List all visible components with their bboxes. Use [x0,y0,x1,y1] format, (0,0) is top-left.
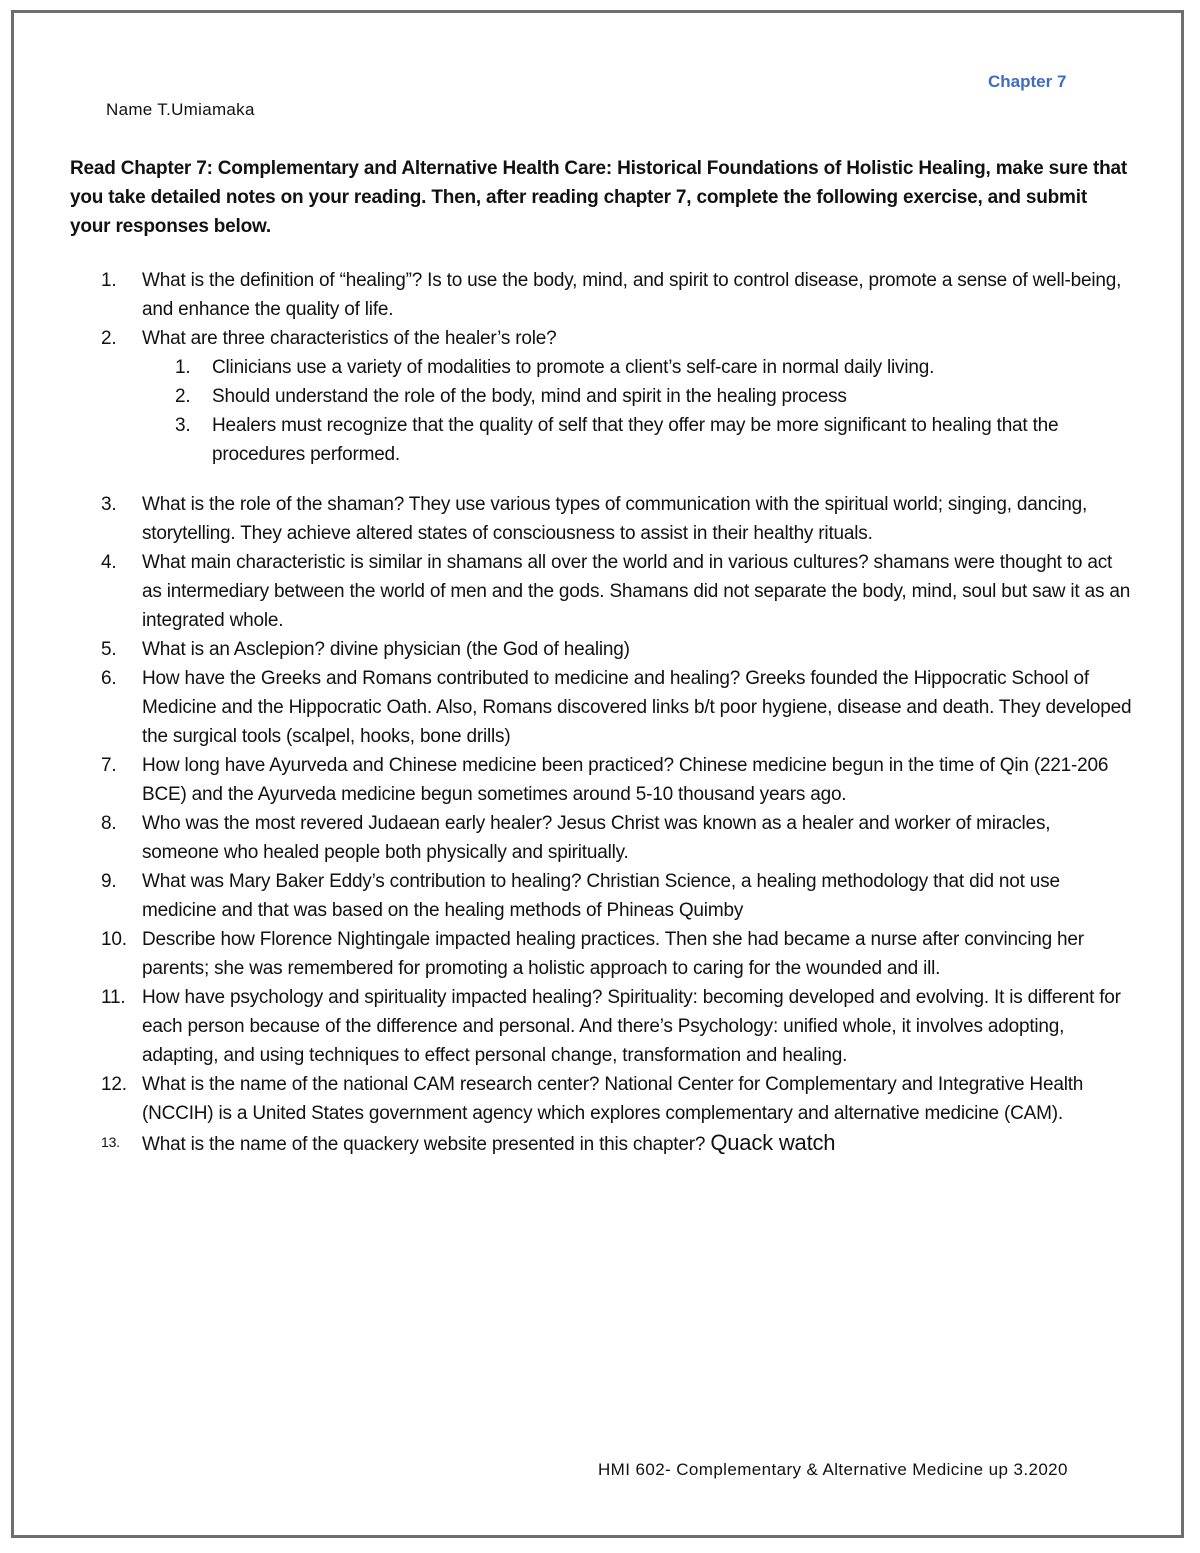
answer-text: Quack watch [710,1130,836,1155]
question-7 [0,751,1132,809]
sub-item-number: 2. [175,386,191,407]
question-2 [0,324,1132,469]
question-number: 8. [101,813,117,834]
question-text: What is the role of the shaman? They use various types of communication with the spiritual world; singing, dancing, storytelling. They achieve altered states of consciousness to assist in their healthy rituals. [142,494,1088,544]
question-13 [0,1128,1132,1159]
question-number: 1. [101,270,117,291]
question-number: 9. [101,871,117,892]
question-list-part-1 [0,266,1200,469]
question-text: What is the name of the quackery website presented in this chapter? [142,1134,706,1155]
question-number: 12. [101,1074,127,1095]
question-list-part-2 [0,490,1200,1159]
question-number: 5. [101,639,117,660]
chapter-header: Chapter 7 [988,72,1067,91]
question-text: What was Mary Baker Eddy’s contribution to healing? Christian Science, a healing methodology that did not use medicine and that was based on the healing methods of Phineas Quimby [142,871,1060,921]
question-number: 6. [101,668,117,689]
question-text: What is an Asclepion? divine physician (the God of healing) [142,639,630,660]
sub-item [142,353,1132,382]
question-text: How have the Greeks and Romans contributed to medicine and healing? Greeks founded the Hippocratic School of Medicine and the Hippocratic Oath. Also, Romans discovered links b/t poor hygiene, disease and death. They developed the surgical tools (scalpel, hooks, bone drills) [142,668,1132,747]
question-4 [0,548,1132,635]
question-number: 11. [101,987,126,1008]
question-number: 2. [101,328,117,349]
question-number: 3. [101,494,117,515]
assignment-instructions: Read Chapter 7: Complementary and Alternative Health Care: Historical Foundations of Holistic Healing, make sure that you take detailed notes on your reading. Then, after reading chapter 7, complete the following exercise, and submit your responses below. [70,158,1128,237]
question-number: 7. [101,755,117,776]
sub-item-text: Should understand the role of the body, mind and spirit in the healing process [212,386,847,407]
student-name: Name T.Umiamaka [106,100,255,119]
question-1 [0,266,1132,324]
question-number: 10. [101,929,127,950]
sub-item-text: Healers must recognize that the quality of self that they offer may be more significant to healing that the procedures performed. [212,415,1059,465]
question-text: How long have Ayurveda and Chinese medicine been practiced? Chinese medicine begun in the time of Qin (221-206 BCE) and the Ayurveda medicine begun sometimes around 5-10 thousand years ago. [142,755,1109,805]
sub-item-number: 3. [175,415,191,436]
question-9 [0,867,1132,925]
question-text: What main characteristic is similar in shamans all over the world and in various cultures? shamans were thought to act as intermediary between the world of men and the gods. Shamans did not separate the body, mind, soul but saw it as an integrated whole. [142,552,1131,631]
question-text: What is the name of the national CAM research center? National Center for Complementary and Integrative Health (NCCIH) is a United States government agency which explores complementary and alternative medicine (CAM). [142,1074,1084,1124]
question-number: 13. [101,1134,120,1150]
sub-item-text: Clinicians use a variety of modalities to promote a client’s self-care in normal daily living. [212,357,935,378]
sub-item [142,382,1132,411]
question-11 [0,983,1132,1070]
question-10 [0,925,1132,983]
page-footer: HMI 602- Complementary & Alternative Medicine up 3.2020 [598,1460,1068,1479]
question-text: Describe how Florence Nightingale impacted healing practices. Then she had became a nurse after convincing her parents; she was remembered for promoting a holistic approach to caring for the wounded and ill. [142,929,1084,979]
question-text: What are three characteristics of the healer’s role? [142,328,557,349]
question-text: Who was the most revered Judaean early healer? Jesus Christ was known as a healer and worker of miracles, someone who healed people both physically and spiritually. [142,813,1051,863]
healer-characteristics-list [142,353,1132,469]
question-text: What is the definition of “healing”? Is to use the body, mind, and spirit to control disease, promote a sense of well-being, and enhance the quality of life. [142,270,1122,320]
question-5 [0,635,1132,664]
question-text: How have psychology and spirituality impacted healing? Spirituality: becoming developed and evolving. It is different for each person because of the difference and personal. And there’s Psychology: unified whole, it involves adopting, adapting, and using techniques to effect personal change, transformation and healing. [142,987,1121,1066]
question-3 [0,490,1132,548]
question-number: 4. [101,552,117,573]
question-6 [0,664,1132,751]
sub-item [142,411,1132,469]
question-8 [0,809,1132,867]
question-12 [0,1070,1132,1128]
sub-item-number: 1. [175,357,191,378]
